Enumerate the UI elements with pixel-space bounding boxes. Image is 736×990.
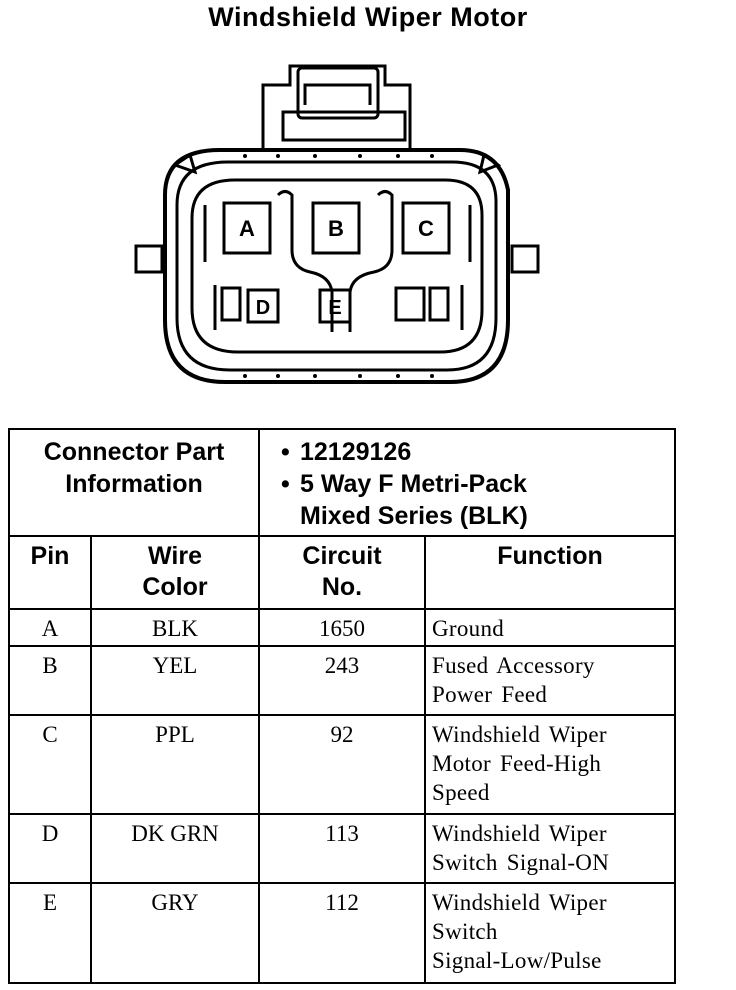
description-line: 5 Way F Metri-Pack: [300, 470, 527, 498]
function-line: Fused Accessory: [432, 652, 595, 678]
connector-info-label: [9, 429, 259, 536]
connector-body-inner: [177, 162, 496, 370]
header-pin-text: Pin: [30, 541, 70, 570]
pin-cell: C: [9, 715, 91, 815]
cavity-label-C: C: [418, 216, 434, 241]
right-ear: [512, 246, 538, 272]
latch-outer: [263, 66, 410, 148]
wire-color-cell: BLK: [91, 609, 259, 646]
function-cell: [425, 609, 675, 646]
connector-info-label-line: Information: [65, 470, 203, 498]
connector-description: • 5 Way F Metri-Pack: [281, 470, 527, 498]
function-line: Speed: [432, 779, 490, 805]
pin-cell: D: [9, 814, 91, 883]
connector-info-values: [259, 429, 675, 536]
circuit-cell: 112: [259, 883, 425, 983]
pin-cell: A: [9, 609, 91, 646]
wire-color-cell: GRY: [91, 883, 259, 983]
header-function: [425, 536, 675, 609]
latch-opening: [305, 85, 370, 105]
function-cell: [425, 715, 675, 815]
blank-cavity-right: [396, 288, 424, 320]
part-number: • 12129126: [281, 438, 412, 466]
latch-base: [283, 112, 405, 140]
table-row: [9, 715, 675, 815]
circuit-cell: 243: [259, 646, 425, 715]
circuit-cell: 1650: [259, 609, 425, 646]
left-ear: [136, 246, 162, 272]
cavity-label-E: E: [328, 297, 342, 319]
function-cell: [425, 814, 675, 883]
function-line: Ground: [432, 615, 505, 641]
divider-right: [350, 192, 392, 333]
divider-left: [278, 192, 332, 333]
header-row: [9, 536, 675, 609]
part-number-text: 12129126: [300, 438, 412, 466]
function-line: Motor Feed-High: [432, 750, 602, 776]
function-line: Switch Signal-ON: [432, 850, 610, 876]
pin-cell: B: [9, 646, 91, 715]
cavity-label-A: A: [239, 216, 255, 241]
header-wire-color: [91, 536, 259, 609]
connector-info-row: [9, 429, 675, 536]
pin-cell: E: [9, 883, 91, 983]
connector-diagram: [0, 0, 736, 420]
header-function-text: Function: [497, 541, 603, 570]
table-row: [9, 883, 675, 983]
header-line: Wire: [148, 541, 202, 570]
circuit-cell: 92: [259, 715, 425, 815]
blank-cavity-left: [222, 288, 240, 320]
function-line: Windshield Wiper: [432, 821, 607, 847]
connector-info-label-line: Connector Part: [43, 438, 225, 466]
table-row: [9, 646, 675, 715]
header-circuit: [259, 536, 425, 609]
header-line: Circuit: [302, 541, 382, 570]
wire-color-cell: YEL: [91, 646, 259, 715]
circuit-cell: 113: [259, 814, 425, 883]
function-line: Windshield Wiper: [432, 721, 607, 747]
cavity-label-B: B: [328, 216, 344, 241]
table-row: [9, 814, 675, 883]
table-row: [9, 609, 675, 646]
diagram-title: Windshield Wiper Motor: [208, 2, 528, 32]
description-line: Mixed Series (BLK): [300, 502, 528, 530]
connector-face: [192, 180, 482, 352]
function-line: Signal-Low/Pulse: [432, 948, 602, 974]
header-line: No.: [321, 572, 363, 601]
function-line: Power Feed: [432, 681, 548, 707]
function-line: Switch: [432, 919, 498, 945]
wire-color-cell: PPL: [91, 715, 259, 815]
connector-pinout-table: [8, 428, 676, 984]
function-cell: [425, 883, 675, 983]
wire-color-cell: DK GRN: [91, 814, 259, 883]
function-line: Windshield Wiper: [432, 890, 607, 916]
cavity-label-D: D: [255, 297, 271, 319]
header-pin: [9, 536, 91, 609]
function-cell: [425, 646, 675, 715]
header-line: Color: [142, 572, 208, 601]
